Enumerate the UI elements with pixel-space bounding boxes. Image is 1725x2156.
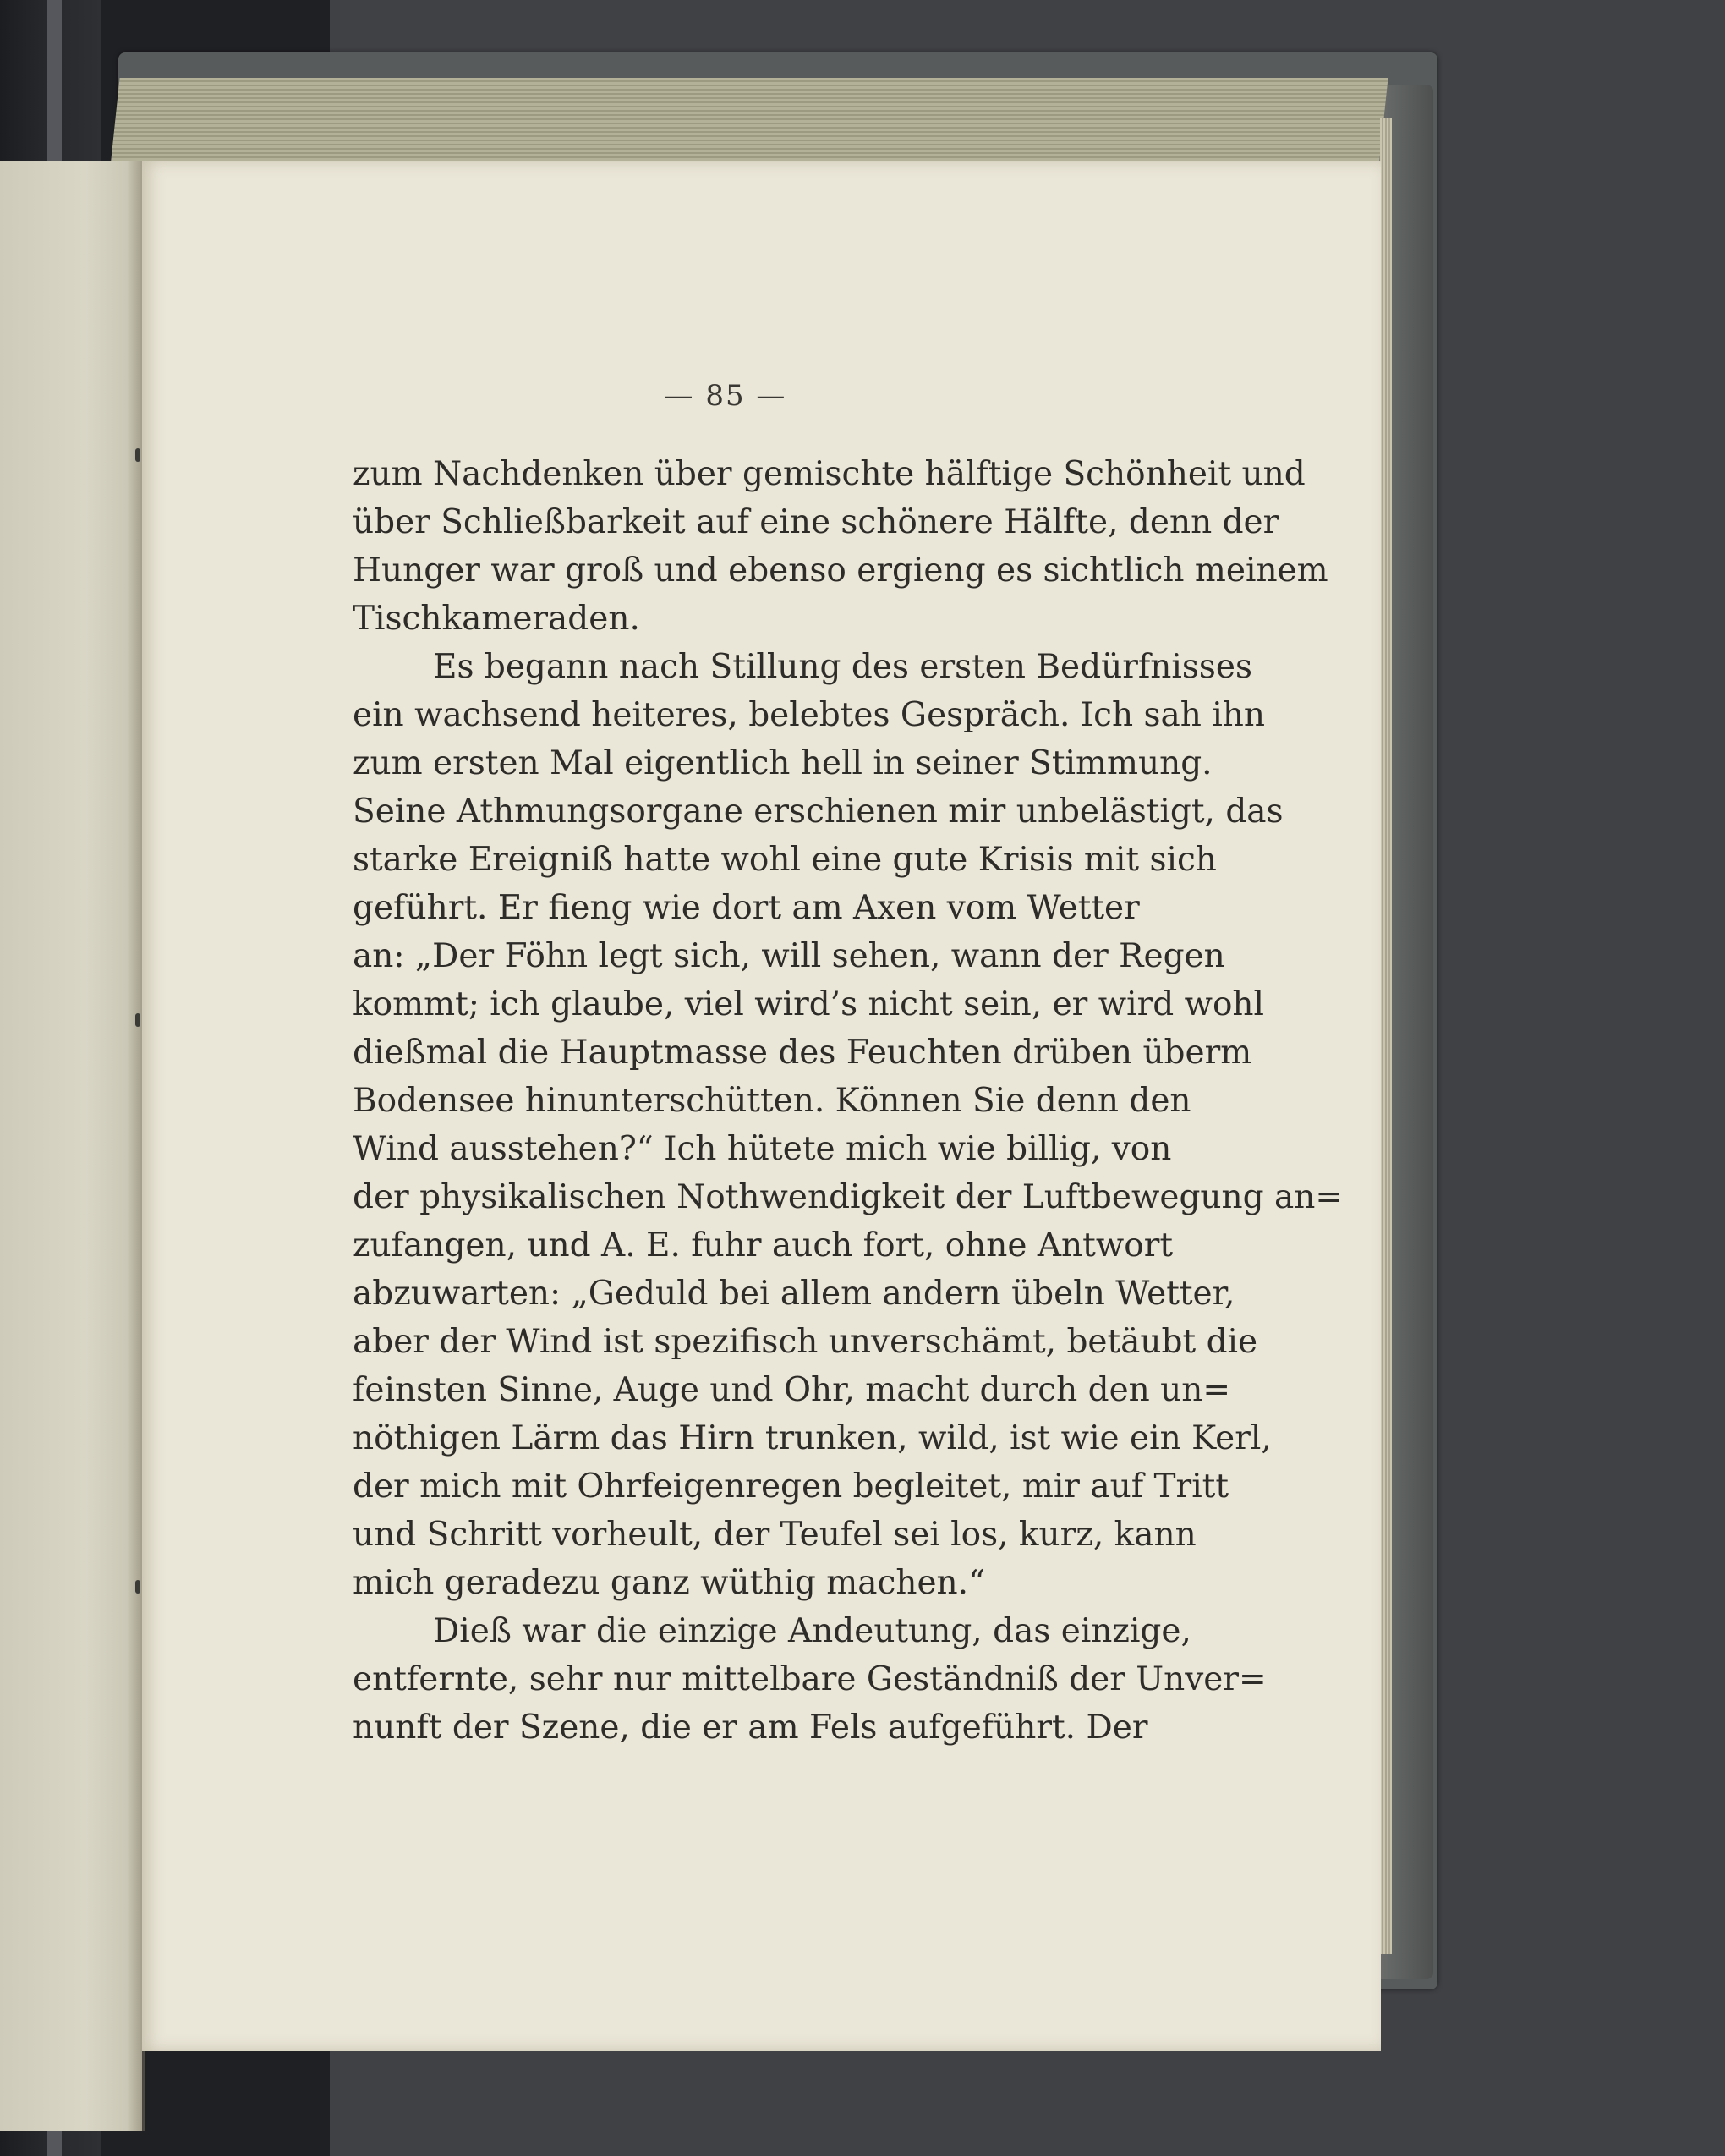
text-line: ein wachsend heiteres, belebtes Gespräch. Ich sah ihn [353, 696, 1266, 734]
page-block-top-edge [110, 78, 1388, 171]
text-line: nöthigen Lärm das Hirn trunken, wild, ist wie ein Kerl, [353, 1419, 1272, 1457]
page-number: — 85 — [664, 379, 787, 413]
text-line: Wind ausstehen?“ Ich hütete mich wie billig, von [353, 1130, 1172, 1168]
text-mark [135, 1013, 140, 1027]
text-line: aber der Wind ist spezifisch unverschämt, betäubt die [353, 1323, 1258, 1361]
text-line: zum Nachdenken über gemischte hälftige Schönheit und [353, 455, 1306, 493]
text-line: der mich mit Ohrfeigenregen begleitet, mir auf Tritt [353, 1468, 1229, 1506]
text-mark [135, 1580, 140, 1594]
left-page [0, 161, 142, 2131]
text-line: Seine Athmungsorgane erschienen mir unbelästigt, das [353, 793, 1284, 831]
text-line: feinsten Sinne, Auge und Ohr, macht durch den un= [353, 1371, 1231, 1409]
text-line: Bodensee hinunterschütten. Können Sie denn den [353, 1082, 1191, 1120]
text-line: kommt; ich glaube, viel wird’s nicht sein, er wird wohl [353, 985, 1265, 1023]
page-block-right-edge [1380, 118, 1392, 1954]
text-line: entfernte, sehr nur mittelbare Geständniß der Unver= [353, 1660, 1267, 1698]
body-text [353, 450, 1344, 1752]
text-line: Dieß war die einzige Andeutung, das einzige, [433, 1612, 1191, 1650]
text-line: Es begann nach Stillung des ersten Bedürfnisses [433, 648, 1252, 686]
text-line: starke Ereigniß hatte wohl eine gute Krisis mit sich [353, 841, 1217, 879]
text-line: Hunger war groß und ebenso ergieng es sichtlich meinem [353, 551, 1328, 590]
text-line: geführt. Er fieng wie dort am Axen vom Wetter [353, 889, 1140, 927]
text-line: dießmal die Hauptmasse des Feuchten drüben überm [353, 1034, 1252, 1072]
text-line: Tischkameraden. [353, 600, 640, 638]
text-line: mich geradezu ganz wüthig machen.“ [353, 1564, 985, 1602]
text-line: und Schritt vorheult, der Teufel sei los, kurz, kann [353, 1516, 1197, 1554]
text-line: der physikalischen Nothwendigkeit der Luftbewegung an= [353, 1178, 1344, 1216]
text-line: abzuwarten: „Geduld bei allem andern übeln Wetter, [353, 1275, 1235, 1313]
text-line: nunft der Szene, die er am Fels aufgeführt. Der [353, 1709, 1148, 1747]
text-line: über Schließbarkeit auf eine schönere Hälfte, denn der [353, 503, 1279, 541]
text-line: zufangen, und A. E. fuhr auch fort, ohne Antwort [353, 1226, 1174, 1265]
text-line: an: „Der Föhn legt sich, will sehen, wann der Regen [353, 937, 1225, 975]
text-mark [135, 448, 140, 462]
text-line: zum ersten Mal eigentlich hell in seiner Stimmung. [353, 744, 1213, 782]
